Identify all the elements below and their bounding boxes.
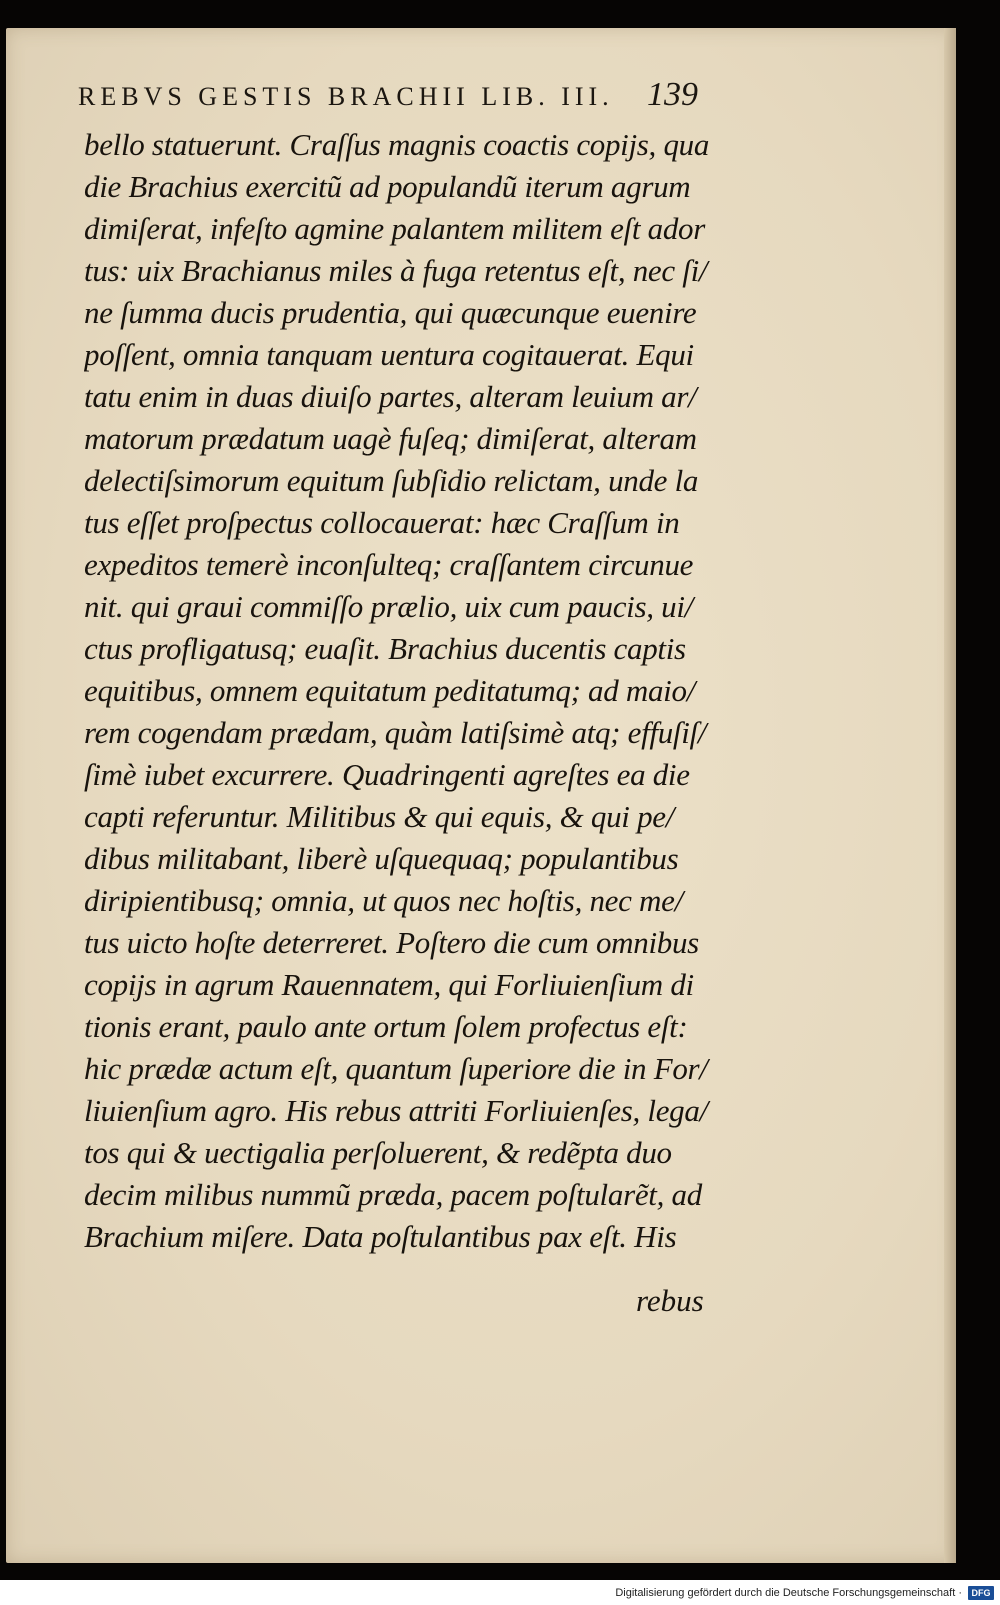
running-title: REBVS GESTIS BRACHII LIB. III. bbox=[78, 82, 614, 111]
dfg-logo-icon: DFG bbox=[968, 1586, 994, 1600]
text-line: bello statuerunt. Craſſus magnis coactis copijs, qua bbox=[84, 127, 710, 162]
text-line: Brachium miſere. Data poſtulantibus pax eſt. His bbox=[84, 1219, 677, 1254]
text-line: ſimè iubet excurrere. Quadringenti agreſtes ea die bbox=[84, 757, 690, 792]
text-line: rem cogendam prædam, quàm latiſsimè atq; effuſiſ/ bbox=[84, 715, 707, 750]
funding-credit: Digitalisierung gefördert durch die Deutsche Forschungsgemeinschaft · bbox=[615, 1586, 962, 1599]
text-line: tus eſſet proſpectus collocauerat: hæc Craſſum in bbox=[84, 505, 680, 540]
text-line: capti referuntur. Militibus & qui equis, & qui pe/ bbox=[84, 799, 675, 834]
text-line: tos qui & uectigalia perſoluerent, & redẽpta duo bbox=[84, 1135, 672, 1170]
text-line: tus uicto hoſte deterreret. Poſtero die cum omnibus bbox=[84, 925, 699, 960]
text-line: tus: uix Brachianus miles à fuga retentus eſt, nec ſi/ bbox=[84, 253, 708, 288]
text-line: liuienſium agro. His rebus attriti Forliuienſes, lega/ bbox=[84, 1093, 708, 1128]
text-line: ne ſumma ducis prudentia, qui quæcunque euenire bbox=[84, 295, 697, 330]
text-line: die Brachius exercitũ ad populandũ iterum agrum bbox=[84, 169, 691, 204]
text-line: matorum prædatum uagè fuſeq; dimiſerat, alteram bbox=[84, 421, 697, 456]
text-line: equitibus, omnem equitatum peditatumq; ad maio/ bbox=[84, 673, 696, 708]
text-line: ctus profligatusq; euaſit. Brachius ducentis captis bbox=[84, 631, 686, 666]
text-line: decim milibus nummũ præda, pacem poſtularẽt, ad bbox=[84, 1177, 702, 1212]
text-line: tionis erant, paulo ante ortum ſolem profectus eſt: bbox=[84, 1009, 688, 1044]
book-page bbox=[6, 28, 956, 1563]
text-line: copijs in agrum Rauennatem, qui Forliuienſium di bbox=[84, 967, 694, 1002]
text-line: nit. qui graui commiſſo prælio, uix cum paucis, ui/ bbox=[84, 589, 693, 624]
page-number: 139 bbox=[647, 76, 698, 113]
body-text bbox=[84, 124, 724, 1258]
text-line: poſſent, omnia tanquam uentura cogitauerat. Equi bbox=[84, 337, 694, 372]
footer-bar bbox=[0, 1580, 1000, 1605]
text-line: dimiſerat, infeſto agmine palantem militem eſt ador bbox=[84, 211, 705, 246]
catchword: rebus bbox=[636, 1283, 704, 1318]
text-line: expeditos temerè inconſulteq; craſſantem circunue bbox=[84, 547, 694, 582]
text-line: dibus militabant, liberè uſquequaq; populantibus bbox=[84, 841, 679, 876]
text-line: hic prædæ actum eſt, quantum ſuperiore die in For/ bbox=[84, 1051, 708, 1086]
text-line: delectiſsimorum equitum ſubſidio relictam, unde la bbox=[84, 463, 699, 498]
text-line: tatu enim in duas diuiſo partes, alteram leuium ar/ bbox=[84, 379, 697, 414]
running-head bbox=[78, 76, 698, 114]
page-edge bbox=[944, 28, 956, 1563]
text-line: diripientibusq; omnia, ut quos nec hoſtis, nec me/ bbox=[84, 883, 683, 918]
